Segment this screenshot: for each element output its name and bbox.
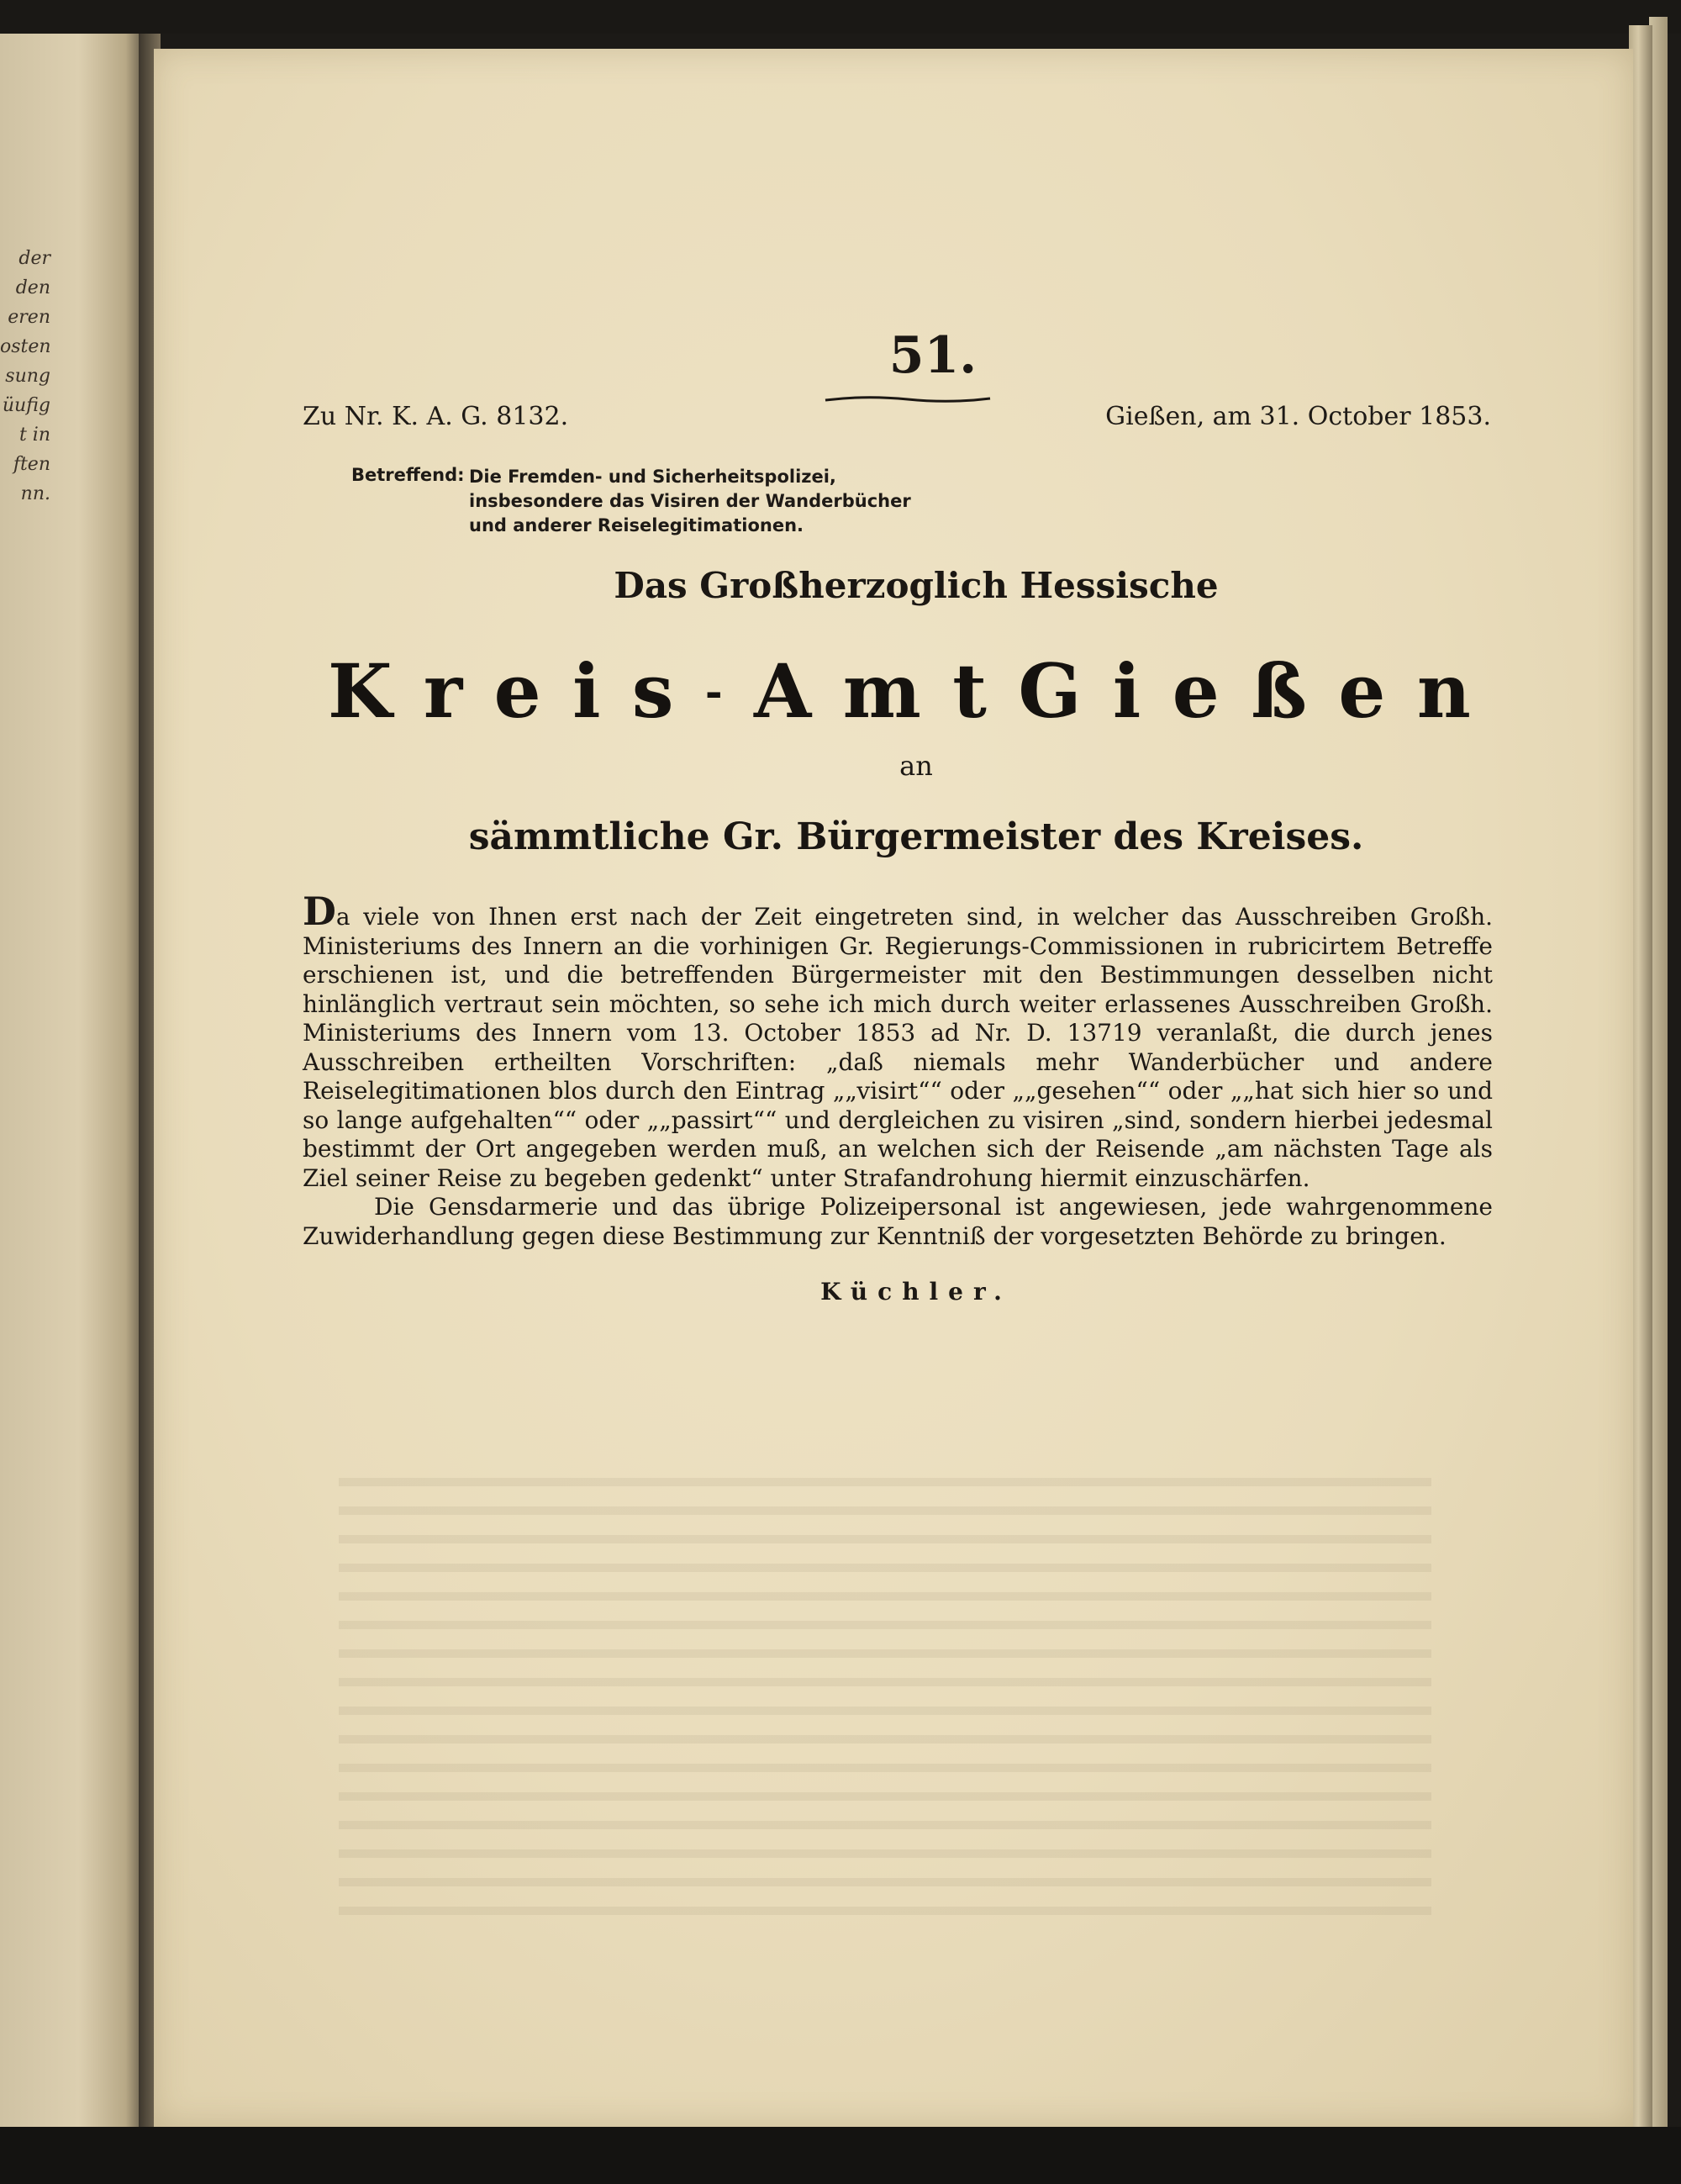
fragment-line: ften	[13, 454, 50, 475]
issuer-name-letter: e	[1172, 647, 1220, 735]
body-paragraph	[303, 889, 1493, 1193]
subject-text: Die Fremden- und Sicherheitspolizei, insbesondere das Visiren der Wanderbücher und anderer Reiselegitimationen.	[469, 467, 911, 535]
fragment-line: nn.	[20, 483, 50, 504]
issuer-name-letter: -	[704, 666, 723, 716]
ornamental-rule	[824, 393, 992, 405]
fragment-line: eren	[8, 307, 50, 328]
issuer-name-letter: i	[572, 647, 601, 735]
issuer-name-letter: e	[1338, 647, 1386, 735]
addressee: sämmtliche Gr. Bürgermeister des Kreises.	[468, 815, 1364, 858]
issuer-name	[328, 647, 1471, 735]
facing-page-text-fragments	[0, 244, 50, 509]
reference-number: Zu Nr. K. A. G. 8132.	[303, 402, 569, 431]
fragment-line: t in	[18, 425, 50, 446]
paragraph-text: a viele von Ihnen erst nach der Zeit eingetreten sind, in welcher das Ausschreiben Großh. Ministeriums des Innern an die vorhinigen Gr. Regierungs-Commissionen in rubricirtem Betreffe erschienen ist, und die betreffenden Bürgermeister mit den Bestimmungen desselben nicht hinlänglich vertraut sein möchten, so sehe ich mich durch weiter erlassenes Ausschreiben Großh. Ministeriums des Innern vom 13. October 1853 ad Nr. D. 13719 veranlaßt, die durch jenes Ausschreiben ertheilten Vorschriften: „daß niemals mehr Wanderbücher und andere Reiselegitimationen blos durch den Eintrag „„visirt““ oder „„gesehen““ oder „„hat sich hier so und so lange aufgehalten““ oder „„passirt““ und dergleichen zu visiren „sind, sondern hierbei jedesmal bestimmt der Ort angegeben werden muß, an welchen sich der Reisende „am nächsten Tage als Ziel seiner Reise zu begeben gedenkt“ unter Strafandrohung hiermit einzuschärfen.	[303, 903, 1493, 1192]
fragment-line: den	[15, 277, 50, 298]
document-body	[303, 889, 1493, 1251]
fragment-line: sung	[5, 366, 50, 387]
issuer-name-letter: A	[754, 647, 812, 735]
issuer-name-letter: t	[952, 647, 987, 735]
fragment-line: der	[18, 248, 50, 269]
drop-cap: D	[303, 889, 336, 934]
issuer-name-letter: G	[1018, 647, 1082, 735]
issuer-name-letter: n	[1416, 647, 1471, 735]
body-paragraph: Die Gensdarmerie und das übrige Polizeipersonal ist angewiesen, jede wahrgenommene Zuwiderhandlung gegen diese Bestimmung zur Kenntniß der vorgesetzten Behörde zu bringen.	[303, 1193, 1493, 1250]
document-number: 51.	[888, 326, 978, 385]
scan-top-border	[0, 0, 1681, 34]
fragment-line: osten	[0, 336, 51, 357]
signature: Küchler.	[820, 1278, 1012, 1306]
bleed-through-lines	[339, 1478, 1431, 1915]
issuer-name-letter: r	[423, 647, 463, 735]
subject-label: Betreffend:	[351, 465, 465, 485]
place-and-date: Gießen, am 31. October 1853.	[1105, 402, 1491, 431]
addressed-to: an	[899, 750, 933, 782]
facing-page-left	[0, 34, 143, 2127]
issuer-name-letter: ß	[1251, 647, 1307, 735]
issuer-name-letter: m	[842, 647, 921, 735]
scan-bottom-border	[0, 2127, 1681, 2184]
fragment-line: üufig	[2, 395, 50, 416]
issuer-name-letter: s	[631, 647, 674, 735]
issuer-name-letter: e	[493, 647, 541, 735]
issuer-name-letter: i	[1112, 647, 1141, 735]
issuer-title: Das Großherzoglich Hessische	[614, 565, 1219, 606]
issuer-name-letter: K	[328, 647, 393, 735]
